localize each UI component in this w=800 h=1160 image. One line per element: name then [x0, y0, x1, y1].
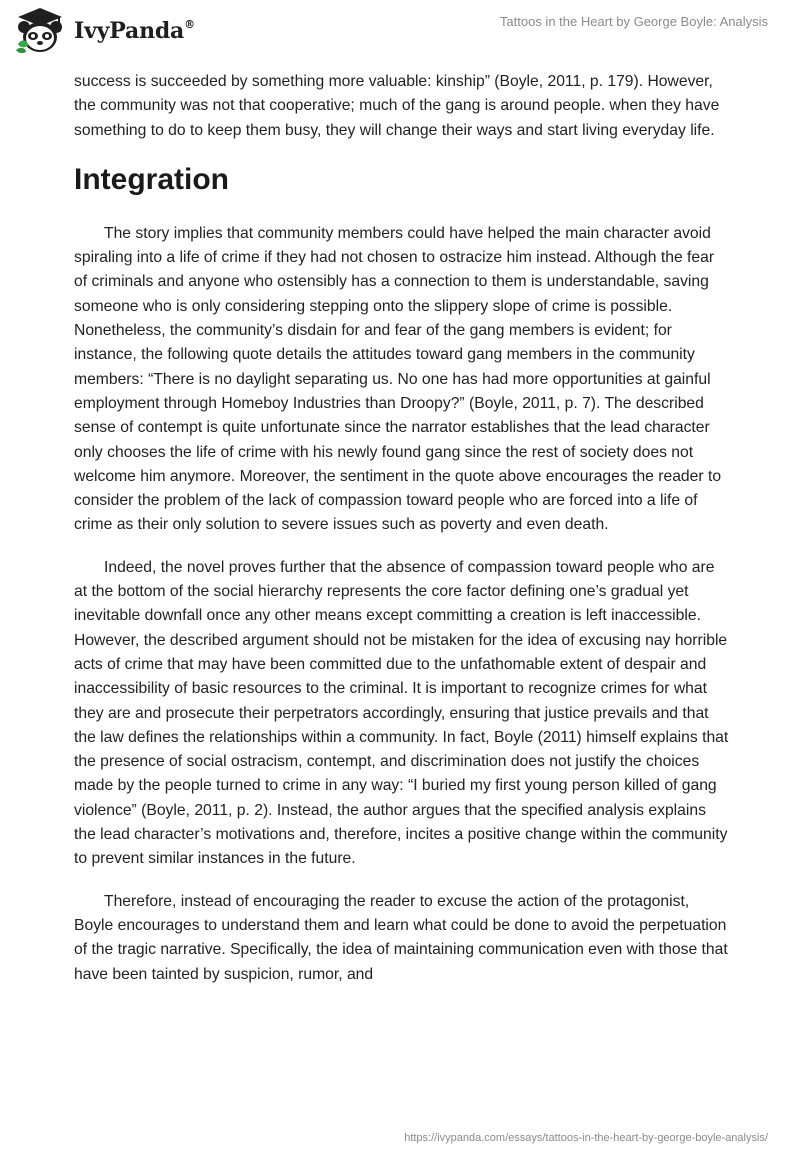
brand-name: IvyPanda® [74, 17, 195, 44]
panda-graduate-icon [14, 6, 66, 54]
section-heading: Integration [74, 162, 229, 196]
ivypanda-logo[interactable] [14, 6, 214, 58]
document-title: Tattoos in the Heart by George Boyle: Analysis [499, 14, 768, 29]
body-paragraph: The story implies that community members could have helped the main character avoid spiraling into a life of crime if they had not chosen to ostracize him instead. Although the fear of criminals and anyone who ostensibly has a connection to them is understandable, saving someone who is only considering stepping onto the slippery slope of crime is possible. Nonetheless, the community’s disdain for and fear of the gang members is evident; for instance, the following quote details the attitudes toward gang members in the community members: “There is no daylight separating us. No one has had more opportunities at gainful employment through Homeboy Industries than Droopy?” (Boyle, 2011, p. 7). The described sense of contempt is quite unfortunate since the narrator establishes that the lead character only chooses the life of crime with his newly found gang since the rest of society does not welcome him anymore. Moreover, the sentiment in the quote above encourages the reader to consider the problem of the lack of compassion toward people who are forced into a life of crime as their only solution to severe issues such as poverty and even death. [74, 224, 722, 534]
body-paragraph: Indeed, the novel proves further that the absence of compassion toward people who are at the bottom of the social hierarchy represents the core factor defining one’s gradual yet inevitable downfall once any other means except committing a creation is left inaccessible. However, the described argument should not be mistaken for the idea of excusing nay horrible acts of crime that may have been committed due to the unfathomable extent of despair and inaccessibility of basic resources to the criminal. It is important to recognize crimes for what they are and prosecute their perpetrators accordingly, ensuring that justice prevails and that the law defines the relationships within a community. In fact, Boyle (2011) himself explains that the presence of social ostracism, contempt, and discrimination does not justify the choices made by the people turned to crime in any way: “I buried my first young person killed of gang violence” (Boyle, 2011, p. 2). Instead, the author argues that the specified analysis explains the lead character’s motivations and, therefore, incites a positive change within the community to prevent similar instances in the future. [74, 558, 729, 868]
page-header [0, 0, 800, 62]
source-url[interactable]: https://ivypanda.com/essays/tattoos-in-the-heart-by-george-boyle-analysis/ [404, 1132, 768, 1144]
body-paragraph: Therefore, instead of encouraging the reader to excuse the action of the protagonist, Boyle encourages to understand them and learn what could be done to avoid the perpetuation of the tragic narrative. Specifically, the idea of maintaining communication even with those that have been tainted by suspicion, rumor, and [74, 892, 728, 983]
intro-paragraph: success is succeeded by something more valuable: kinship” (Boyle, 2011, p. 179). However, the community was not that cooperative; much of the gang is around people. when they have something to do to keep them busy, they will change their ways and start living everyday life. [74, 73, 720, 139]
essay-content [74, 70, 730, 987]
registered-mark: ® [184, 17, 195, 31]
